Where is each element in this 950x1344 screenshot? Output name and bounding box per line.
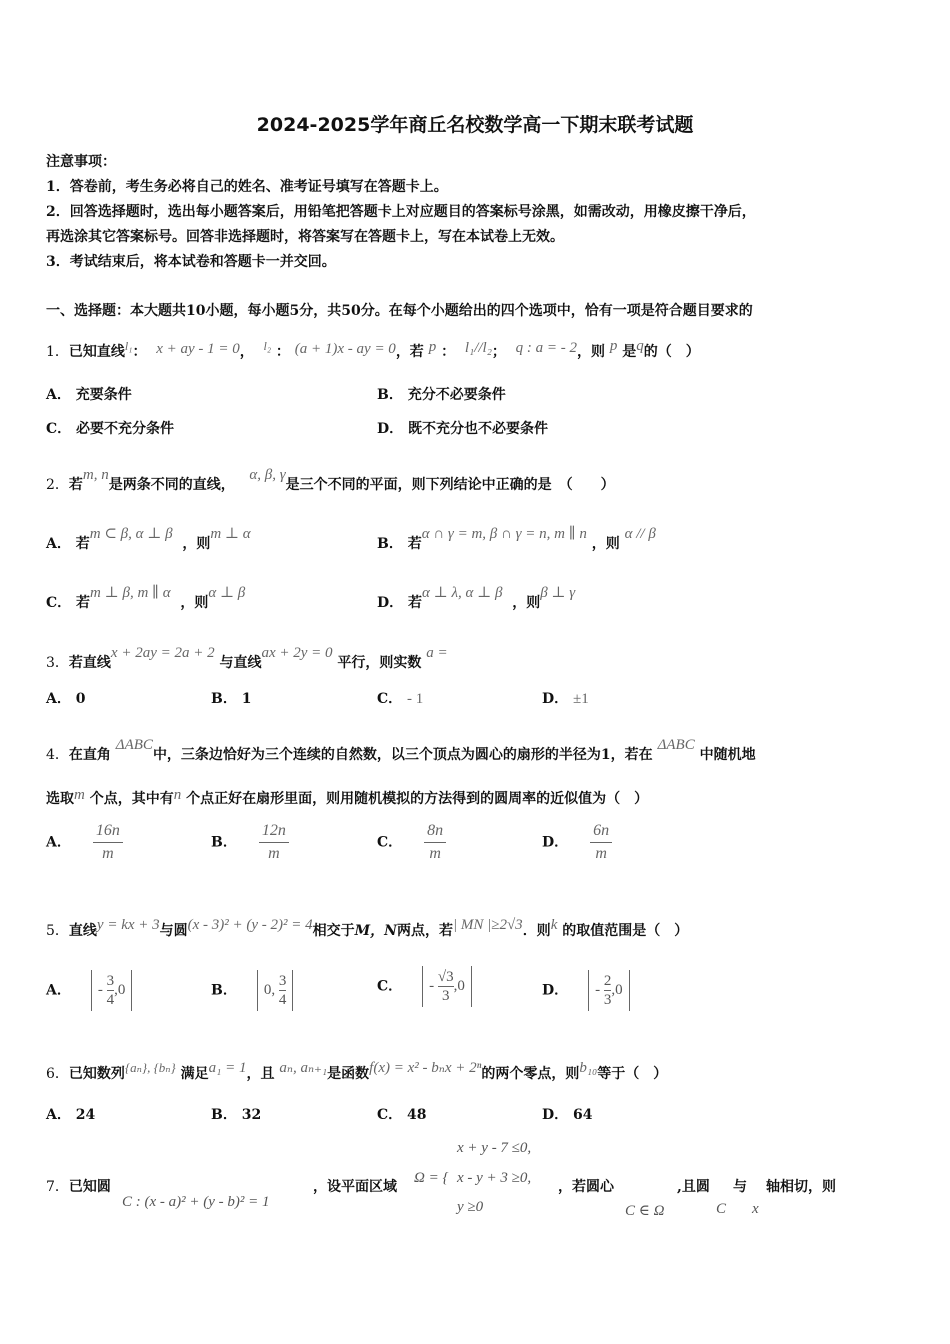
option-text: 充分不必要条件 [407, 387, 506, 403]
q-text: ： [275, 344, 290, 360]
option-fraction [590, 820, 612, 865]
fraction-denominator: 3 [442, 988, 450, 1004]
q1-option-a[interactable] [46, 385, 132, 405]
math-p: p [609, 338, 618, 354]
section-heading: 一、选择题：本大题共10小题，每小题5分，共50分。在每个小题给出的四个选项中，恰有一项是符合题目要求的 [46, 303, 753, 319]
option-text: ，则 [180, 595, 209, 611]
option-label: B． [377, 387, 403, 403]
math-l1: l₁ [124, 339, 133, 353]
q-text: ： [441, 344, 456, 360]
math-q: q : a = - 2 [515, 340, 578, 356]
q-text: 的（ ） [643, 344, 700, 360]
q-text: 与直线 [219, 655, 262, 671]
q-text: 的两个零点，则 [481, 1066, 580, 1082]
option-label: C． [46, 421, 72, 437]
q6-option-c[interactable] [377, 1105, 427, 1125]
option-label: C． [377, 1107, 403, 1123]
q-text: 若 [68, 477, 83, 493]
option-math: β ⊥ γ [540, 585, 576, 601]
q-text: 在直角 [68, 747, 111, 763]
fraction-denominator: m [595, 845, 607, 862]
option-text: ，则 [182, 536, 211, 552]
q-text: 是两条不同的直线， [108, 477, 235, 493]
option-label: A． [46, 834, 71, 851]
option-text: 若 [408, 595, 423, 611]
option-text: ±1 [573, 691, 589, 707]
option-text: 48 [407, 1107, 427, 1123]
notice-item-2-cont: 再选涂其它答案标号。回答非选择题时，将答案写在答题卡上，写在本试卷上无效。 [46, 229, 564, 245]
q-text: ，若圆心 [558, 1179, 614, 1195]
q5-option-d[interactable] [542, 970, 630, 1011]
math-n: n [173, 787, 182, 803]
interval-fraction [107, 972, 115, 1009]
q6-option-b[interactable] [211, 1105, 261, 1125]
fraction-denominator: 4 [278, 992, 287, 1008]
question-number: 5． [46, 923, 69, 939]
option-text: 1 [241, 691, 252, 707]
math-q: q [636, 338, 644, 354]
fraction-numerator: 6n [590, 820, 612, 843]
math-terms: aₙ, aₙ₊₁ [279, 1060, 328, 1076]
math-points: M，N [354, 923, 397, 939]
q-text: 两点，若 [396, 923, 453, 939]
notice-heading: 注意事项： [46, 154, 116, 170]
math-function: f(x) = x² - bₙx + 2ⁿ [369, 1060, 482, 1076]
math-k: k [550, 917, 558, 933]
fraction-numerator: 8n [424, 820, 446, 843]
option-label: A． [46, 536, 71, 552]
q-text: 选取 [46, 791, 74, 807]
q-text: ．则 [522, 923, 551, 939]
option-text: 充要条件 [75, 387, 132, 403]
interval-right: ,0 [453, 977, 465, 994]
q-text: ,且圆 [677, 1179, 710, 1195]
q1-option-b[interactable] [377, 385, 506, 405]
q-text: 的取值范围是（ ） [562, 923, 689, 939]
question-number: 2． [46, 477, 69, 493]
q6-option-d[interactable] [542, 1105, 593, 1125]
option-label: D． [377, 421, 404, 437]
option-math: α ⊥ β [208, 585, 246, 601]
q-text: 满足 [180, 1066, 209, 1082]
constraint-1: x + y - 7 ≤0, [457, 1140, 532, 1156]
question-number: 7． [46, 1179, 69, 1195]
math-p: p [428, 339, 437, 355]
question-3 [46, 643, 448, 673]
question-number: 1． [46, 344, 69, 360]
math-l2: l₂ [263, 339, 272, 353]
math-line2: ax + 2y = 0 [261, 645, 333, 661]
q1-option-d[interactable] [377, 419, 548, 439]
option-fraction [259, 820, 289, 865]
option-text: 0 [75, 691, 86, 707]
question-7-part-6 [766, 1177, 836, 1197]
q-text: 与圆 [159, 923, 188, 939]
option-math: m ⊥ β, m ∥ α [90, 585, 171, 601]
q-text: 直线 [68, 923, 97, 939]
option-label: D． [542, 691, 569, 707]
option-text: 若 [407, 536, 422, 552]
option-math: m ⊂ β, α ⊥ β [89, 526, 173, 542]
question-7-part-3 [558, 1177, 614, 1197]
option-math: m ⊥ α [210, 526, 251, 542]
q-text: ； [491, 344, 506, 360]
option-text: 若 [75, 536, 90, 552]
math-circle: (x - 3)² + (y - 2)² = 4 [187, 917, 313, 933]
interval-left: - [429, 977, 438, 994]
question-number: 3． [46, 655, 69, 671]
interval-left: - [97, 981, 107, 998]
option-label: D． [377, 595, 404, 611]
option-math: α ∩ γ = m, β ∩ γ = n, m ∥ n [421, 526, 587, 542]
math-sequences: {aₙ}, {bₙ} [124, 1060, 176, 1075]
q-text: ，若 [395, 344, 424, 360]
question-4-cont [46, 785, 648, 809]
notice-item-2: 2．回答选择题时，选出每小题答案后，用铅笔把答题卡上对应题目的答案标号涂黑，如需改动，用橡皮擦干净后， [46, 204, 756, 220]
q5-option-c[interactable] [377, 966, 472, 1007]
constraint-3: y ≥0 [457, 1199, 484, 1215]
q-text: 中随机地 [699, 747, 756, 763]
question-7-part-2 [313, 1177, 397, 1197]
question-4 [46, 735, 756, 765]
option-label: B． [211, 1107, 237, 1123]
q1-option-c[interactable] [46, 419, 174, 439]
q6-option-a[interactable] [46, 1105, 95, 1125]
option-text: ，则 [512, 595, 541, 611]
interval-right: ,0 [114, 981, 126, 998]
math-a: a = [426, 645, 448, 661]
notice-item-3: 3．考试结束后，将本试卷和答题卡一并交回。 [46, 254, 336, 270]
q-text: 与 [733, 1179, 747, 1195]
option-label: A． [46, 982, 71, 999]
fraction-numerator: 2 [603, 973, 612, 989]
interval-fraction [279, 972, 287, 1009]
math-eq-l1: x + ay - 1 = 0 [156, 341, 240, 357]
q-text: 已知圆 [68, 1179, 111, 1195]
math-chord: | MN |≥2√3 [452, 917, 523, 933]
math-circle-c: C : (x - a)² + (y - b)² = 1 [122, 1194, 270, 1210]
question-2 [46, 465, 615, 495]
interval-bracket [422, 966, 472, 1007]
q4-option-b[interactable] [211, 820, 289, 865]
fraction-numerator: √3 [437, 969, 454, 985]
q-text: 是 [622, 344, 637, 360]
q-text: 是三个不同的平面，则下列结论中正确的是 （ ） [285, 477, 615, 493]
option-label: B． [211, 982, 237, 999]
q-text: 轴相切，则 [766, 1179, 836, 1195]
q3-option-c[interactable] [377, 689, 423, 709]
math-parallel: l₁//l₂ [464, 340, 492, 356]
q2-option-d[interactable] [377, 583, 575, 613]
option-label: D． [542, 834, 569, 851]
option-text: 必要不充分条件 [76, 421, 175, 437]
q-text: 相交于 [312, 923, 355, 939]
q4-option-c[interactable] [377, 820, 446, 865]
option-label: C． [46, 595, 72, 611]
q-text: 中，三条边恰好为三个连续的自然数，以三个顶点为圆心的扇形的半径为1，若在 [152, 747, 653, 763]
q-text: ，则 [577, 344, 606, 360]
option-label: C． [377, 834, 403, 851]
constraint-2: x - y + 3 ≥0, [457, 1170, 532, 1186]
option-label: D． [542, 1107, 569, 1123]
fraction-numerator: 3 [278, 973, 287, 989]
math-region: Ω = { [414, 1170, 449, 1186]
option-text: 32 [241, 1107, 262, 1123]
q-text: ，设平面区域 [313, 1179, 397, 1195]
question-7 [46, 1177, 111, 1197]
option-label: D． [542, 982, 569, 999]
option-text: 若 [76, 595, 91, 611]
q3-option-a[interactable] [46, 689, 86, 709]
question-7-part-5 [733, 1177, 747, 1197]
interval-fraction [438, 968, 454, 1005]
option-text: 既不充分也不必要条件 [408, 421, 549, 437]
option-text: 64 [573, 1107, 593, 1123]
interval-left: - [595, 981, 604, 998]
option-label: B． [377, 536, 403, 552]
interval-bracket [588, 970, 630, 1011]
option-text: 24 [75, 1107, 96, 1123]
math-line: y = kx + 3 [96, 917, 160, 933]
math-a1: a₁ = 1 [208, 1060, 247, 1076]
q2-option-a[interactable] [46, 524, 251, 554]
option-label: C． [377, 691, 403, 707]
fraction-numerator: 12n [259, 820, 289, 843]
option-fraction [93, 820, 123, 865]
option-math: α // β [624, 526, 656, 542]
q3-option-d[interactable] [542, 689, 589, 709]
option-math: α ⊥ λ, α ⊥ β [422, 585, 503, 601]
q5-option-a[interactable] [46, 970, 132, 1011]
math-x: x [752, 1201, 759, 1217]
q-text: 个点，其中有 [89, 791, 174, 807]
math-c: C [716, 1201, 727, 1217]
fraction-denominator: m [429, 845, 441, 862]
fraction-numerator: 16n [93, 820, 123, 843]
math-mn: m, n [82, 467, 109, 483]
q-text: 平行，则实数 [337, 655, 422, 671]
q-text: 是函数 [327, 1066, 370, 1082]
question-6 [46, 1058, 667, 1084]
math-m: m [74, 787, 85, 803]
interval-bracket [257, 970, 294, 1011]
q-text: ， [239, 344, 254, 360]
question-1 [46, 336, 700, 362]
fraction-denominator: m [102, 845, 114, 862]
q-text: ： [132, 344, 147, 360]
q-text: 已知直线 [68, 344, 125, 360]
q3-option-b[interactable] [211, 689, 251, 709]
fraction-numerator: 3 [106, 973, 115, 989]
option-label: A． [46, 1107, 71, 1123]
q2-option-c[interactable] [46, 583, 245, 613]
interval-bracket [91, 970, 133, 1011]
math-b10: b₁₀ [579, 1060, 598, 1076]
option-label: A． [46, 691, 71, 707]
q2-option-b[interactable] [377, 524, 656, 554]
interval-right: ,0 [611, 981, 623, 998]
option-text: ，则 [591, 536, 620, 552]
question-7-part-4 [677, 1177, 710, 1197]
math-center-in-region: C ∈ Ω [625, 1203, 665, 1219]
math-line1: x + 2ay = 2a + 2 [110, 645, 215, 661]
q-text: 个点正好在扇形里面，则用随机模拟的方法得到的圆周率的近似值为（ ） [186, 791, 649, 807]
question-number: 6． [46, 1066, 69, 1082]
question-number: 4． [46, 747, 69, 763]
option-label: B． [211, 834, 237, 851]
question-5 [46, 915, 688, 941]
fraction-denominator: m [268, 845, 280, 862]
page-title: 2024-2025学年商丘名校数学高一下期末联考试题 [256, 114, 694, 136]
math-planes: α, β, γ [249, 467, 286, 483]
q5-option-b[interactable] [211, 970, 293, 1011]
q4-option-a[interactable] [46, 820, 123, 865]
q4-option-d[interactable] [542, 820, 612, 865]
fraction-denominator: 3 [603, 992, 612, 1008]
fraction-denominator: 4 [106, 992, 115, 1008]
q-text: 等于（ ） [597, 1066, 668, 1082]
option-label: C． [377, 978, 403, 995]
math-triangle: ΔABC [115, 737, 153, 753]
option-text: - 1 [407, 691, 424, 707]
option-fraction [424, 820, 446, 865]
math-eq-l2: (a + 1)x - ay = 0 [294, 341, 396, 357]
math-triangle: ΔABC [657, 737, 695, 753]
interval-left: 0, [263, 981, 279, 998]
option-label: B． [211, 691, 237, 707]
option-label: A． [46, 387, 71, 403]
q-text: ，且 [246, 1066, 275, 1082]
notice-item-1: 1．答卷前，考生务必将自己的姓名、准考证号填写在答题卡上。 [46, 179, 448, 195]
q-text: 已知数列 [68, 1066, 125, 1082]
q-text: 若直线 [68, 655, 111, 671]
